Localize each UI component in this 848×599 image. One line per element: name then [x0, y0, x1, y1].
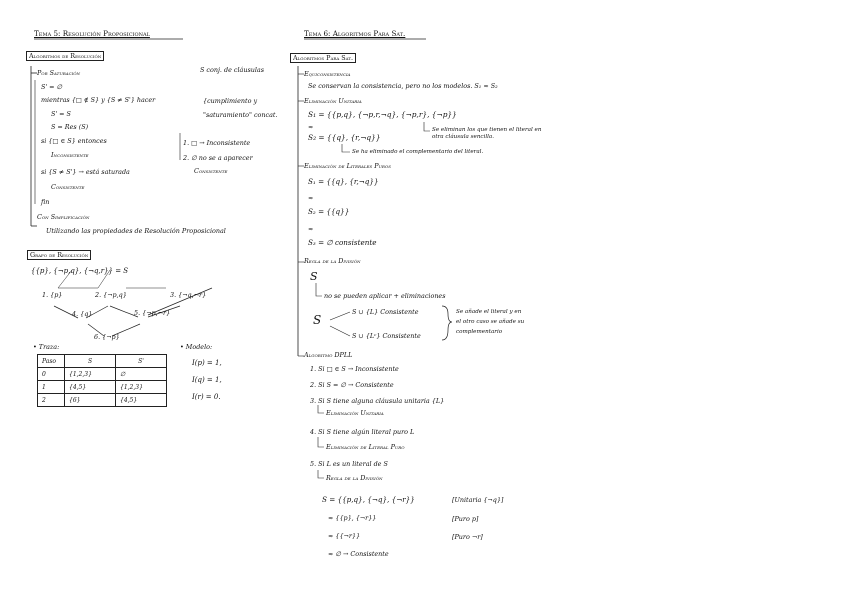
- traza-cell: {4,5}: [116, 394, 167, 407]
- division-s-branch: S: [313, 313, 322, 327]
- simplification-line: Utilizando las propiedades de Resolución Proposicional: [46, 227, 226, 235]
- example-note-0: [Unitaria {¬q}]: [452, 496, 504, 504]
- unit-line-2: S₂ = {{q}, {r,¬q}}: [308, 133, 381, 142]
- unit-title: Eliminación Unitaria: [304, 97, 362, 105]
- graph-node-6: 6. {¬p}: [94, 333, 120, 341]
- equi-title: Equiconsistencia: [304, 70, 351, 78]
- saturation-title: Por Saturación: [37, 69, 81, 77]
- simplification-title: Con Simplificación: [37, 213, 90, 221]
- modelo-line-0: I(p) = 1,: [192, 359, 222, 367]
- unit-line-1: S₁ = {{p,q}, {¬p,r,¬q}, {¬p,r}, {¬p}}: [308, 110, 457, 119]
- traza-header: S': [116, 355, 167, 368]
- graph-node-4: 4. {q}: [72, 310, 93, 318]
- pure-line-3: ≈: [308, 225, 314, 233]
- modelo-label: • Modelo:: [180, 343, 213, 351]
- sat-line-1: mientras {□ ∉ S} y {S ≠ S'} hacer: [41, 96, 156, 104]
- pure-line-2: S₂ = {{q}}: [308, 207, 350, 216]
- division-brace-note-2: complementario: [456, 329, 503, 335]
- table-row: [38, 381, 167, 394]
- left-algo-box: Algoritmos de Resolución: [26, 51, 104, 61]
- dpll-step-6: 5. Si L es un literal de S: [310, 460, 388, 468]
- division-brace-note-0: Se añade el literal y en: [456, 309, 522, 315]
- modelo-line-2: I(r) = 0.: [192, 393, 221, 401]
- left-title: Tema 5: Resolución Proposicional: [34, 29, 150, 38]
- division-note: no se pueden aplicar + eliminaciones: [324, 292, 446, 300]
- division-s: S: [310, 270, 318, 283]
- graph-box: Grafo de Resolución: [27, 250, 91, 260]
- division-brace-note-1: el otro caso se añade su: [456, 319, 525, 325]
- pure-line-4: S₃ = ∅ consistente: [308, 238, 377, 247]
- note-1: {cumplimiento y: [203, 97, 258, 105]
- modelo-line-1: I(q) = 1,: [192, 376, 222, 384]
- unit-note-1: Se eliminan los que tienen el literal en otra cláusula sencilla.: [432, 127, 542, 140]
- example-line-0: S = {{p,q}, {¬q}, {¬r}}: [322, 495, 415, 504]
- sat-line-5: Inconsistente: [51, 151, 89, 159]
- sat-line-6: si {S ≠ S'} → está saturada: [41, 168, 130, 176]
- sat-line-4: si {□ ∈ S} entonces: [41, 137, 107, 145]
- unit-eq: ≈: [308, 123, 314, 131]
- traza-cell: {1,2,3}: [116, 381, 167, 394]
- note-4: 2. ∅ no se a aparecer: [183, 154, 253, 162]
- dpll-title: Algoritmo DPLL: [304, 351, 353, 359]
- note-0: S conj. de cláusulas: [200, 66, 264, 74]
- example-line-1: ≈ {{p}, {¬r}}: [328, 514, 377, 522]
- example-line-3: ≈ ∅ → Consistente: [328, 550, 389, 558]
- graph-node-5: 5. {¬p,¬r}: [134, 309, 171, 317]
- traza-cell: ∅: [116, 368, 167, 381]
- sat-line-3: S = Res (S): [51, 123, 89, 131]
- sat-line-2: S' = S: [51, 110, 71, 118]
- graph-node-3: 3. {¬q,¬r}: [170, 291, 207, 299]
- traza-label: • Traza:: [33, 343, 60, 351]
- dpll-step-5: Eliminación de Literal Puro: [326, 443, 405, 451]
- graph-node-2: 2. {¬p,q}: [95, 291, 127, 299]
- division-branch-1: S ∪ {L} Consistente: [352, 308, 419, 316]
- traza-header-row: [38, 355, 167, 368]
- example-line-2: ≈ {{¬r}}: [328, 532, 361, 540]
- example-note-2: [Puro ¬r]: [452, 533, 483, 541]
- sat-line-7: Consistente: [51, 183, 85, 191]
- dpll-step-0: 1. Si □ ∈ S → Inconsistente: [310, 365, 399, 373]
- dpll-step-2: 3. Si S tiene alguna cláusula unitaria {L}: [310, 397, 445, 405]
- sat-line-0: S' = ∅: [41, 83, 63, 91]
- traza-cell: {1,2,3}: [65, 368, 116, 381]
- traza-cell: 2: [38, 394, 65, 407]
- note-3: 1. □ → Inconsistente: [183, 139, 251, 147]
- traza-cell: 1: [38, 381, 65, 394]
- dpll-step-1: 2. Si S = ∅ → Consistente: [310, 381, 394, 389]
- traza-header: Paso: [38, 355, 65, 368]
- right-title: Tema 6: Algoritmos Para Sat.: [304, 29, 406, 38]
- dpll-step-4: 4. Si S tiene algún literal puro L: [310, 428, 415, 436]
- dpll-step-3: Eliminación Unitaria: [326, 409, 384, 417]
- traza-cell: 0: [38, 368, 65, 381]
- traza-cell: {4,5}: [65, 381, 116, 394]
- division-title: Regla de la División: [304, 257, 361, 265]
- unit-note-2: Se ha eliminado el complementario del literal.: [352, 149, 484, 155]
- traza-header: S: [65, 355, 116, 368]
- table-row: [38, 368, 167, 381]
- table-row: [38, 394, 167, 407]
- note-5: Consistente: [194, 167, 228, 175]
- graph-set: {{p}, {¬p,q}, {¬q,r}} = S: [31, 267, 129, 275]
- pure-line-0: S₁ = {{q}, {r,¬q}}: [308, 177, 379, 186]
- graph-node-1: 1. {p}: [42, 291, 63, 299]
- pure-line-1: ≈: [308, 194, 314, 202]
- pure-title: Eliminación de Literales Puros: [304, 162, 391, 170]
- traza-table: [37, 354, 167, 407]
- sat-line-8: fin: [41, 198, 50, 206]
- note-2: "saturamiento" concat.: [203, 111, 278, 119]
- traza-cell: {6}: [65, 394, 116, 407]
- example-note-1: [Puro p]: [452, 515, 479, 523]
- division-branch-2: S ∪ {Lᶜ} Consistente: [352, 332, 421, 340]
- equi-line: Se conservan la consistencia, pero no los modelos. S₁ ≈ S₂: [308, 82, 498, 90]
- dpll-step-7: Regla de la División: [326, 474, 383, 482]
- right-algo-box: Algoritmos Para Sat.: [290, 53, 356, 63]
